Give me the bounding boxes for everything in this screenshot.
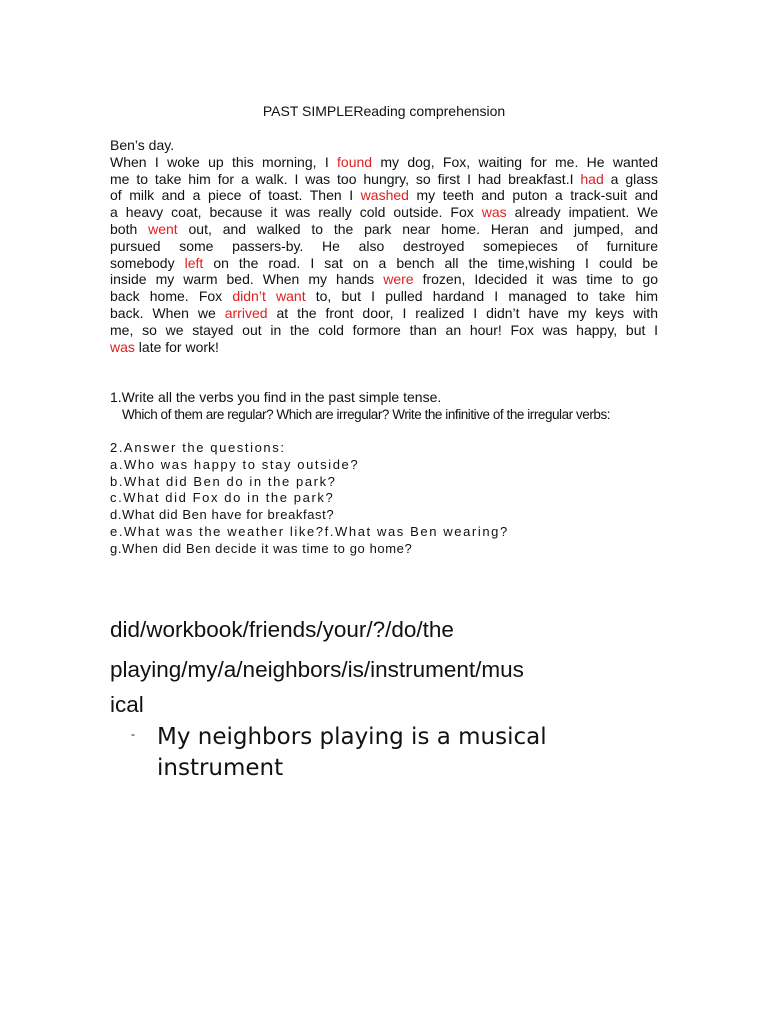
story-text: my teeth and puton a track-suit and [408, 187, 658, 204]
story-text: to, but I pulled hardand I managed to take him [305, 288, 658, 305]
story-text: frozen, Idecided it was time to go [413, 271, 658, 288]
story-line [110, 255, 658, 272]
scrambled-sentence-2 [110, 652, 670, 722]
past-verb-highlight: had [580, 170, 604, 187]
scrambled-sentence-1: did/workbook/friends/your/?/do/the [110, 617, 454, 642]
past-verb-highlight: was [481, 204, 507, 221]
past-verb-highlight: arrived [224, 304, 268, 321]
question-item: g.When did Ben decide it was time to go home? [110, 540, 413, 556]
story-text: my dog, Fox, waiting for me. He wanted [372, 153, 658, 170]
story-line [110, 187, 658, 204]
story-text: back home. Fox [110, 288, 233, 305]
past-verb-highlight: washed [360, 187, 409, 204]
past-verb-highlight: was [110, 338, 135, 355]
story-text: me to take him for a walk. I was too hungry, so first I had breakfast.I [110, 170, 581, 187]
story-line [110, 305, 658, 322]
story-line [110, 171, 658, 188]
scrambled-sentence-2-line-1: playing/my/a/neighbors/is/instrument/mus [110, 657, 524, 682]
story-line [110, 154, 658, 171]
story-text: at the front door, I realized I didn’t have my keys with [267, 304, 658, 321]
past-verb-highlight: were [383, 271, 414, 288]
worksheet-title: PAST SIMPLEReading comprehension [262, 103, 506, 119]
story-text: of milk and a piece of toast. Then I [110, 187, 361, 204]
answer-text: My neighbors playing is a musical instrument [157, 724, 547, 781]
story-text: pursued some passers-by. He also destroyed somepieces of furniture [110, 237, 658, 254]
story-line [110, 339, 658, 356]
story-text: inside my warm bed. When my hands [110, 271, 384, 288]
story-text: a glass [603, 170, 658, 187]
question-item: e.What was the weather like?f.What was Ben wearing? [110, 523, 509, 539]
question-item: a.Who was happy to stay outside? [110, 456, 360, 472]
story-text: out, and walked to the park near home. Heran and jumped, and [177, 220, 658, 237]
story-body [110, 154, 658, 356]
story-text: on the road. I sat on a bench all the time,wishing I could be [203, 254, 658, 271]
story-text: When I woke up this morning, I [110, 153, 338, 170]
story-line [110, 221, 658, 238]
past-verb-highlight: went [148, 220, 178, 237]
past-verb-highlight: found [337, 153, 373, 170]
past-verb-highlight: left [184, 254, 204, 271]
past-verb-highlight: didn’t want [232, 288, 306, 305]
question-item: c.What did Fox do in the park? [110, 490, 335, 506]
story-text: both [110, 220, 149, 237]
story-text: a heavy coat, because it was really cold outside. Fox [110, 204, 482, 221]
story-text: me, so we stayed out in the cold formore than an hour! Fox was happy, but I [110, 321, 658, 338]
story-passage [110, 137, 658, 355]
story-line [110, 271, 658, 288]
scrambled-sentence-2-line-2: ical [110, 692, 144, 717]
story-line [110, 288, 658, 305]
question-1-subinstruction: Which of them are regular? Which are irregular? Write the infinitive of the irregular verbs: [122, 407, 611, 422]
story-text: somebody [110, 254, 185, 271]
bullet-dash: - [131, 727, 135, 741]
story-text: late for work! [134, 338, 219, 355]
story-line [110, 204, 658, 221]
question-item: b.What did Ben do in the park? [110, 473, 337, 489]
story-text: already impatient. We [506, 204, 658, 221]
question-2 [110, 440, 509, 558]
story-line [110, 322, 658, 339]
question-1 [110, 389, 610, 423]
story-heading: Ben’s day. [110, 137, 175, 153]
story-text: back. When we [110, 304, 225, 321]
story-line [110, 238, 658, 255]
question-2-heading: 2.Answer the questions: [110, 440, 286, 455]
question-1-instruction: 1.Write all the verbs you find in the past simple tense. [110, 389, 442, 405]
question-item: d.What did Ben have for breakfast? [110, 507, 335, 523]
